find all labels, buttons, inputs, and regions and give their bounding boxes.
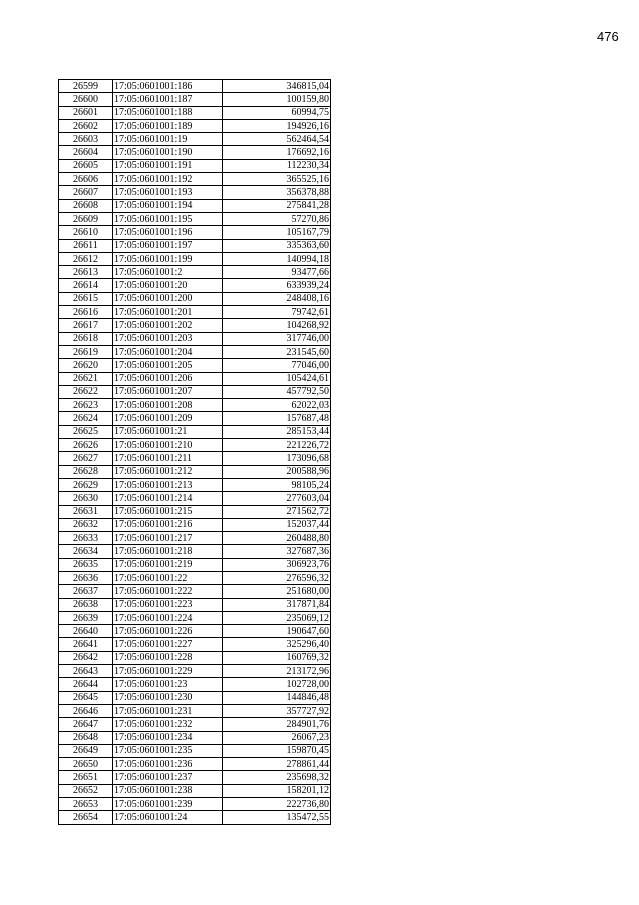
value-cell: 346815,04 [223,80,331,93]
row-number-cell: 26632 [59,518,113,531]
cadastral-number-cell: 17:05:0601001:216 [113,518,223,531]
cadastral-number-cell: 17:05:0601001:209 [113,412,223,425]
value-cell: 235069,12 [223,611,331,624]
value-cell: 77046,00 [223,359,331,372]
cadastral-number-cell: 17:05:0601001:208 [113,399,223,412]
value-cell: 194926,16 [223,119,331,132]
table-body [59,80,331,825]
value-cell: 60994,75 [223,106,331,119]
table-row [59,505,331,518]
row-number-cell: 26653 [59,798,113,811]
cadastral-number-cell: 17:05:0601001:196 [113,226,223,239]
page-number: 476 [597,29,619,44]
row-number-cell: 26604 [59,146,113,159]
cadastral-number-cell: 17:05:0601001:239 [113,798,223,811]
value-cell: 277603,04 [223,492,331,505]
row-number-cell: 26609 [59,212,113,225]
row-number-cell: 26627 [59,452,113,465]
row-number-cell: 26648 [59,731,113,744]
value-cell: 93477,66 [223,266,331,279]
row-number-cell: 26649 [59,744,113,757]
cadastral-number-cell: 17:05:0601001:223 [113,598,223,611]
row-number-cell: 26607 [59,186,113,199]
table-row [59,571,331,584]
table-row [59,678,331,691]
value-cell: 213172,96 [223,665,331,678]
row-number-cell: 26608 [59,199,113,212]
value-cell: 98105,24 [223,478,331,491]
cadastral-number-cell: 17:05:0601001:21 [113,425,223,438]
row-number-cell: 26602 [59,119,113,132]
row-number-cell: 26629 [59,478,113,491]
table-row [59,718,331,731]
value-cell: 356378,88 [223,186,331,199]
table-row [59,784,331,797]
cadastral-number-cell: 17:05:0601001:206 [113,372,223,385]
value-cell: 260488,80 [223,532,331,545]
table-row [59,771,331,784]
row-number-cell: 26626 [59,439,113,452]
cadastral-number-cell: 17:05:0601001:192 [113,173,223,186]
table-row [59,704,331,717]
table-row [59,345,331,358]
cadastral-number-cell: 17:05:0601001:226 [113,625,223,638]
table-row [59,385,331,398]
value-cell: 365525,16 [223,173,331,186]
value-cell: 135472,55 [223,811,331,824]
table-row [59,93,331,106]
value-cell: 562464,54 [223,133,331,146]
cadastral-number-cell: 17:05:0601001:22 [113,571,223,584]
row-number-cell: 26637 [59,585,113,598]
value-cell: 140994,18 [223,252,331,265]
cadastral-number-cell: 17:05:0601001:232 [113,718,223,731]
table-row [59,80,331,93]
value-cell: 159870,45 [223,744,331,757]
cadastral-number-cell: 17:05:0601001:215 [113,505,223,518]
value-cell: 221226,72 [223,439,331,452]
row-number-cell: 26644 [59,678,113,691]
cadastral-number-cell: 17:05:0601001:210 [113,439,223,452]
table-row [59,226,331,239]
table-row [59,651,331,664]
table-row [59,558,331,571]
cadastral-number-cell: 17:05:0601001:222 [113,585,223,598]
value-cell: 278861,44 [223,758,331,771]
cadastral-number-cell: 17:05:0601001:214 [113,492,223,505]
table-row [59,279,331,292]
value-cell: 222736,80 [223,798,331,811]
row-number-cell: 26650 [59,758,113,771]
row-number-cell: 26639 [59,611,113,624]
row-number-cell: 26640 [59,625,113,638]
row-number-cell: 26615 [59,292,113,305]
cadastral-number-cell: 17:05:0601001:195 [113,212,223,225]
row-number-cell: 26651 [59,771,113,784]
row-number-cell: 26616 [59,306,113,319]
cadastral-number-cell: 17:05:0601001:224 [113,611,223,624]
cadastral-number-cell: 17:05:0601001:235 [113,744,223,757]
cadastral-number-cell: 17:05:0601001:2 [113,266,223,279]
table-row [59,811,331,824]
row-number-cell: 26642 [59,651,113,664]
cadastral-number-cell: 17:05:0601001:193 [113,186,223,199]
cadastral-number-cell: 17:05:0601001:228 [113,651,223,664]
row-number-cell: 26654 [59,811,113,824]
table-row [59,665,331,678]
cadastral-number-cell: 17:05:0601001:207 [113,385,223,398]
value-cell: 57270,86 [223,212,331,225]
row-number-cell: 26630 [59,492,113,505]
row-number-cell: 26619 [59,345,113,358]
cadastral-number-cell: 17:05:0601001:213 [113,478,223,491]
value-cell: 112230,34 [223,159,331,172]
cadastral-number-cell: 17:05:0601001:200 [113,292,223,305]
table-row [59,266,331,279]
cadastral-number-cell: 17:05:0601001:231 [113,704,223,717]
table-row [59,133,331,146]
value-cell: 104268,92 [223,319,331,332]
table-row [59,252,331,265]
row-number-cell: 26652 [59,784,113,797]
cadastral-number-cell: 17:05:0601001:19 [113,133,223,146]
cadastral-number-cell: 17:05:0601001:186 [113,80,223,93]
value-cell: 105424,61 [223,372,331,385]
table-row [59,598,331,611]
cadastral-number-cell: 17:05:0601001:218 [113,545,223,558]
table-row [59,399,331,412]
cadastral-number-cell: 17:05:0601001:188 [113,106,223,119]
cadastral-number-cell: 17:05:0601001:204 [113,345,223,358]
row-number-cell: 26634 [59,545,113,558]
row-number-cell: 26600 [59,93,113,106]
table-row [59,332,331,345]
row-number-cell: 26645 [59,691,113,704]
table-row [59,173,331,186]
table-row [59,292,331,305]
row-number-cell: 26623 [59,399,113,412]
cadastral-number-cell: 17:05:0601001:23 [113,678,223,691]
table-row [59,585,331,598]
row-number-cell: 26611 [59,239,113,252]
table-row [59,372,331,385]
value-cell: 200588,96 [223,465,331,478]
value-cell: 176692,16 [223,146,331,159]
cadastral-number-cell: 17:05:0601001:203 [113,332,223,345]
value-cell: 235698,32 [223,771,331,784]
cadastral-number-cell: 17:05:0601001:191 [113,159,223,172]
row-number-cell: 26612 [59,252,113,265]
value-cell: 327687,36 [223,545,331,558]
row-number-cell: 26606 [59,173,113,186]
value-cell: 317746,00 [223,332,331,345]
cadastral-number-cell: 17:05:0601001:229 [113,665,223,678]
row-number-cell: 26647 [59,718,113,731]
cadastral-number-cell: 17:05:0601001:187 [113,93,223,106]
row-number-cell: 26625 [59,425,113,438]
cadastral-number-cell: 17:05:0601001:24 [113,811,223,824]
value-cell: 276596,32 [223,571,331,584]
cadastral-number-cell: 17:05:0601001:230 [113,691,223,704]
value-cell: 190647,60 [223,625,331,638]
table-row [59,359,331,372]
table-row [59,465,331,478]
value-cell: 158201,12 [223,784,331,797]
row-number-cell: 26617 [59,319,113,332]
table-row [59,691,331,704]
table-row [59,319,331,332]
table-row [59,625,331,638]
value-cell: 633939,24 [223,279,331,292]
table-row [59,439,331,452]
value-cell: 285153,44 [223,425,331,438]
cadastral-number-cell: 17:05:0601001:194 [113,199,223,212]
cadastral-number-cell: 17:05:0601001:234 [113,731,223,744]
cadastral-number-cell: 17:05:0601001:237 [113,771,223,784]
table-row [59,518,331,531]
value-cell: 144846,48 [223,691,331,704]
table-row [59,106,331,119]
row-number-cell: 26635 [59,558,113,571]
table-row [59,545,331,558]
row-number-cell: 26633 [59,532,113,545]
table-row [59,186,331,199]
table-row [59,638,331,651]
row-number-cell: 26641 [59,638,113,651]
row-number-cell: 26636 [59,571,113,584]
cadastral-number-cell: 17:05:0601001:238 [113,784,223,797]
cadastral-number-cell: 17:05:0601001:212 [113,465,223,478]
table-row [59,492,331,505]
row-number-cell: 26624 [59,412,113,425]
table-row [59,731,331,744]
cadastral-number-cell: 17:05:0601001:205 [113,359,223,372]
value-cell: 284901,76 [223,718,331,731]
cadastral-number-cell: 17:05:0601001:197 [113,239,223,252]
value-cell: 271562,72 [223,505,331,518]
cadastral-number-cell: 17:05:0601001:211 [113,452,223,465]
table-row [59,306,331,319]
value-cell: 275841,28 [223,199,331,212]
row-number-cell: 26605 [59,159,113,172]
table-row [59,452,331,465]
value-cell: 251680,00 [223,585,331,598]
cadastral-number-cell: 17:05:0601001:227 [113,638,223,651]
row-number-cell: 26599 [59,80,113,93]
row-number-cell: 26610 [59,226,113,239]
table-row [59,146,331,159]
cadastral-number-cell: 17:05:0601001:202 [113,319,223,332]
table-row [59,532,331,545]
table-row [59,212,331,225]
row-number-cell: 26643 [59,665,113,678]
value-cell: 62022,03 [223,399,331,412]
cadastral-number-cell: 17:05:0601001:190 [113,146,223,159]
value-cell: 325296,40 [223,638,331,651]
row-number-cell: 26621 [59,372,113,385]
cadastral-value-table [58,79,331,825]
cadastral-number-cell: 17:05:0601001:189 [113,119,223,132]
value-cell: 79742,61 [223,306,331,319]
cadastral-number-cell: 17:05:0601001:219 [113,558,223,571]
table-row [59,425,331,438]
value-cell: 357727,92 [223,704,331,717]
value-cell: 335363,60 [223,239,331,252]
table-row [59,119,331,132]
cadastral-number-cell: 17:05:0601001:217 [113,532,223,545]
row-number-cell: 26620 [59,359,113,372]
row-number-cell: 26613 [59,266,113,279]
table-row [59,478,331,491]
row-number-cell: 26614 [59,279,113,292]
value-cell: 173096,68 [223,452,331,465]
row-number-cell: 26622 [59,385,113,398]
table-row [59,412,331,425]
value-cell: 105167,79 [223,226,331,239]
row-number-cell: 26628 [59,465,113,478]
table-row [59,199,331,212]
row-number-cell: 26646 [59,704,113,717]
cadastral-number-cell: 17:05:0601001:20 [113,279,223,292]
table-row [59,611,331,624]
row-number-cell: 26638 [59,598,113,611]
value-cell: 231545,60 [223,345,331,358]
value-cell: 317871,84 [223,598,331,611]
row-number-cell: 26631 [59,505,113,518]
row-number-cell: 26618 [59,332,113,345]
table-row [59,798,331,811]
table-row [59,239,331,252]
value-cell: 157687,48 [223,412,331,425]
row-number-cell: 26603 [59,133,113,146]
cadastral-number-cell: 17:05:0601001:199 [113,252,223,265]
value-cell: 100159,80 [223,93,331,106]
value-cell: 306923,76 [223,558,331,571]
value-cell: 26067,23 [223,731,331,744]
row-number-cell: 26601 [59,106,113,119]
value-cell: 160769,32 [223,651,331,664]
value-cell: 248408,16 [223,292,331,305]
value-cell: 152037,44 [223,518,331,531]
cadastral-number-cell: 17:05:0601001:201 [113,306,223,319]
table-row [59,758,331,771]
value-cell: 102728,00 [223,678,331,691]
table-row [59,744,331,757]
table-row [59,159,331,172]
cadastral-number-cell: 17:05:0601001:236 [113,758,223,771]
value-cell: 457792,50 [223,385,331,398]
